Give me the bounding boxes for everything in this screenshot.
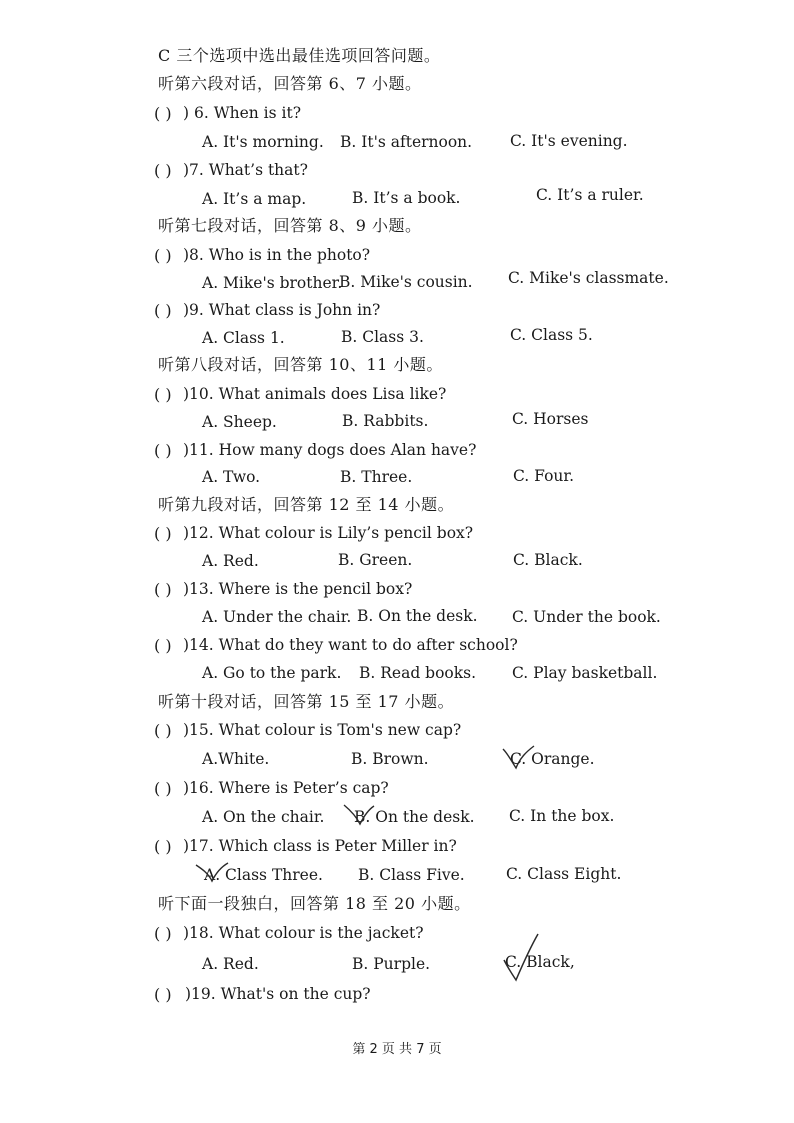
q6-option-a: A. It's morning.: [202, 133, 324, 151]
question-15: )15. What colour is Tom's new cap?: [183, 721, 462, 739]
q16-option-a: A. On the chair.: [202, 808, 325, 826]
answer-blank[interactable]: ( ): [154, 441, 172, 460]
question-6: ) 6. When is it?: [183, 104, 302, 122]
q18-option-a: A. Red.: [202, 955, 259, 973]
answer-blank[interactable]: ( ): [154, 636, 172, 655]
answer-blank[interactable]: ( ): [154, 779, 172, 798]
handwritten-check-mark: [500, 932, 542, 984]
q6-option-b: B. It's afternoon.: [340, 133, 473, 151]
q13-option-c: C. Under the book.: [512, 608, 661, 626]
question-16: )16. Where is Peter’s cap?: [183, 779, 389, 797]
question-9: )9. What class is John in?: [183, 301, 381, 319]
q15-option-b: B. Brown.: [351, 750, 429, 768]
question-7: )7. What’s that?: [183, 161, 308, 179]
question-19: )19. What's on the cup?: [185, 985, 371, 1003]
q9-option-c: C. Class 5.: [510, 326, 593, 344]
question-12: )12. What colour is Lily’s pencil box?: [183, 524, 474, 542]
q8-option-b: B. Mike's cousin.: [339, 273, 473, 291]
section-heading-10: 听第十段对话，回答第 15 至 17 小题。: [158, 692, 455, 711]
handwritten-check-mark: [194, 861, 230, 885]
q7-option-c: C. It’s a ruler.: [536, 186, 644, 204]
q11-option-a: A. Two.: [202, 468, 261, 486]
q14-option-c: C. Play basketball.: [512, 664, 658, 682]
answer-blank[interactable]: ( ): [154, 524, 172, 543]
question-14: )14. What do they want to do after school?: [183, 636, 518, 654]
q12-option-a: A. Red.: [202, 552, 259, 570]
question-8: )8. Who is in the photo?: [183, 246, 371, 264]
answer-blank[interactable]: ( ): [154, 580, 172, 599]
q12-option-c: C. Black.: [513, 551, 583, 569]
question-11: )11. How many dogs does Alan have?: [183, 441, 477, 459]
answer-blank[interactable]: ( ): [154, 837, 172, 856]
q18-option-c: C. Black,: [505, 953, 575, 971]
q9-option-b: B. Class 3.: [341, 328, 424, 346]
q15-option-c: C. Orange.: [510, 750, 595, 768]
q13-option-b: B. On the desk.: [357, 607, 478, 625]
answer-blank[interactable]: ( ): [154, 985, 172, 1004]
q17-option-a: A. Class Three.: [204, 866, 323, 884]
answer-blank[interactable]: ( ): [154, 104, 172, 123]
q15-option-a: A.White.: [202, 750, 270, 768]
q10-option-a: A. Sheep.: [202, 413, 277, 431]
page-footer: 第 2 页 共 7 页: [352, 1042, 442, 1057]
question-17: )17. Which class is Peter Miller in?: [183, 837, 457, 855]
q6-option-c: C. It's evening.: [510, 132, 628, 150]
q12-option-b: B. Green.: [338, 551, 413, 569]
section-heading-9: 听第九段对话，回答第 12 至 14 小题。: [158, 495, 455, 514]
q17-option-b: B. Class Five.: [358, 866, 465, 884]
answer-blank[interactable]: ( ): [154, 161, 172, 180]
q10-option-b: B. Rabbits.: [342, 412, 429, 430]
question-10: )10. What animals does Lisa like?: [183, 385, 447, 403]
q18-option-b: B. Purple.: [352, 955, 431, 973]
section-heading-11: 听下面一段独白，回答第 18 至 20 小题。: [158, 894, 471, 913]
q17-option-c: C. Class Eight.: [506, 865, 622, 883]
answer-blank[interactable]: ( ): [154, 246, 172, 265]
question-13: )13. Where is the pencil box?: [183, 580, 413, 598]
q11-option-b: B. Three.: [340, 468, 413, 486]
q9-option-a: A. Class 1.: [202, 329, 285, 347]
handwritten-check-mark: [500, 744, 536, 774]
q8-option-a: A. Mike's brother.: [202, 274, 343, 292]
q10-option-c: C. Horses: [512, 410, 589, 428]
q14-option-b: B. Read books.: [359, 664, 477, 682]
section-heading-8: 听第八段对话，回答第 10、11 小题。: [158, 355, 443, 374]
answer-blank[interactable]: ( ): [154, 301, 172, 320]
q11-option-c: C. Four.: [513, 467, 575, 485]
section-heading-7: 听第七段对话，回答第 8、9 小题。: [158, 216, 422, 235]
section-heading-6: 听第六段对话，回答第 6、7 小题。: [158, 74, 422, 93]
q16-option-c: C. In the box.: [509, 807, 615, 825]
question-18: )18. What colour is the jacket?: [183, 924, 424, 942]
q7-option-a: A. It’s a map.: [202, 190, 307, 208]
q13-option-a: A. Under the chair.: [202, 608, 352, 626]
q16-option-b: B. On the desk.: [354, 808, 475, 826]
q14-option-a: A. Go to the park.: [202, 664, 342, 682]
q8-option-c: C. Mike's classmate.: [508, 269, 669, 287]
q7-option-b: B. It’s a book.: [352, 189, 461, 207]
answer-blank[interactable]: ( ): [154, 924, 172, 943]
answer-blank[interactable]: ( ): [154, 385, 172, 404]
handwritten-check-mark: [342, 802, 376, 828]
instruction-line: C 三个选项中选出最佳选项回答问题。: [158, 46, 441, 65]
answer-blank[interactable]: ( ): [154, 721, 172, 740]
